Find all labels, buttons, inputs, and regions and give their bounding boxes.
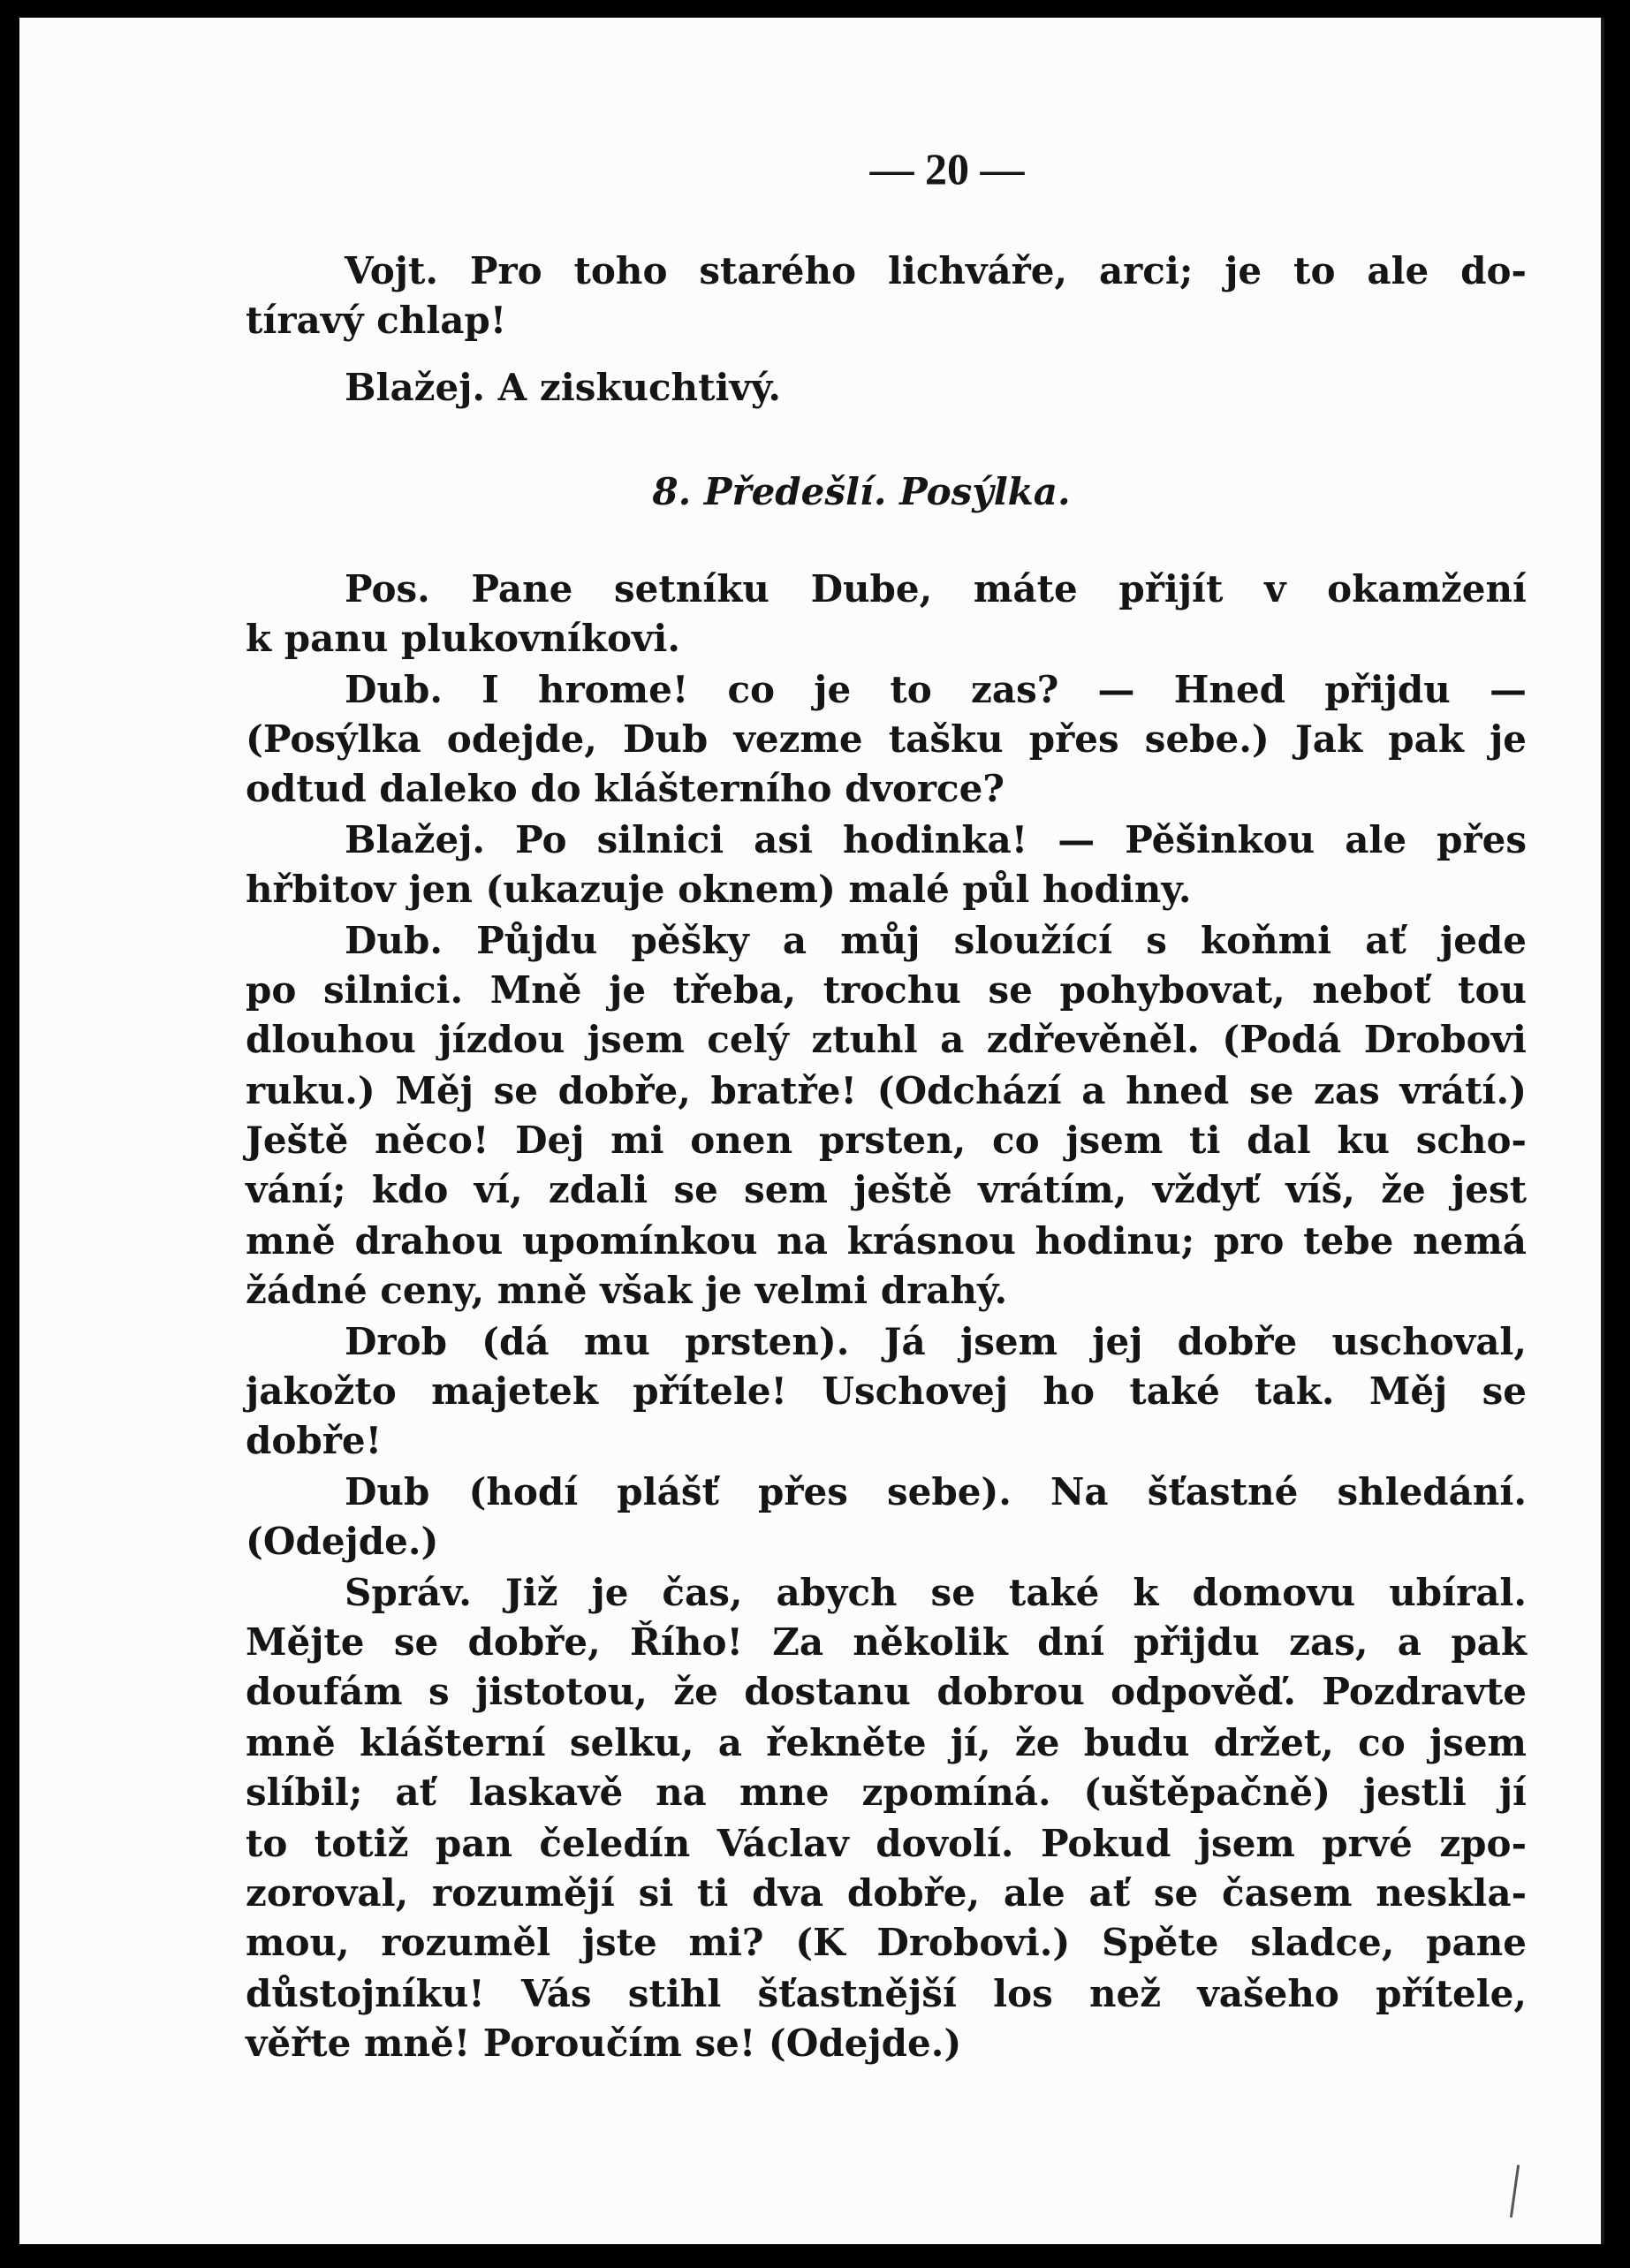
text-line: Pos. Pane setníku Dube, máte přijít v okamžení	[345, 567, 1527, 611]
text-line: důstojníku! Vás stihl šťastnější los než vašeho přítele,	[246, 1972, 1527, 2015]
text-line: hřbitov jen (ukazuje oknem) malé půl hodiny.	[246, 868, 1192, 911]
text-line: mou, rozuměl jste mi? (K Drobovi.) Spěte sladce, pane	[246, 1921, 1527, 1964]
text-line: žádné ceny, mně však je velmi drahý.	[246, 1269, 1008, 1312]
book-page	[19, 18, 1604, 2244]
text-line: Dub. I hrome! co je to zas? — Hned přijdu —	[345, 668, 1527, 711]
text-line: věřte mně! Poroučím se! (Odejde.)	[246, 2021, 962, 2065]
text-line: Drob (dá mu prsten). Já jsem jej dobře uschoval,	[345, 1320, 1527, 1363]
text-line: Dub. Půjdu pěšky a můj sloužící s koňmi ať jede	[345, 919, 1527, 962]
text-line: Blažej. A ziskuchtivý.	[345, 366, 782, 409]
text-line: mně klášterní selku, a řekněte jí, že budu držet, co jsem	[246, 1721, 1527, 1764]
text-line: po silnici. Mně je třeba, trochu se pohybovat, neboť tou	[246, 968, 1527, 1012]
text-line: slíbil; ať laskavě na mne zpomíná. (uštěpačně) jestli jí	[246, 1771, 1527, 1814]
text-line: Správ. Již je čas, abych se také k domovu ubíral.	[345, 1571, 1527, 1614]
text-line: Vojt. Pro toho starého lichváře, arci; je to ale do-	[345, 249, 1527, 292]
text-line: jakožto majetek přítele! Uschovej ho také tak. Měj se	[246, 1369, 1527, 1413]
text-line: ruku.) Měj se dobře, bratře! (Odchází a hned se zas vrátí.)	[246, 1069, 1527, 1112]
pencil-mark	[1510, 2165, 1520, 2218]
text-line: tíravý chlap!	[246, 299, 507, 342]
text-line: Mějte se dobře, Řího! Za několik dní přijdu zas, a pak	[246, 1620, 1527, 1664]
text-line: Ještě něco! Dej mi onen prsten, co jsem ti dal ku scho-	[246, 1119, 1527, 1162]
text-line: (Posýlka odejde, Dub vezme tašku přes sebe.) Jak pak je	[246, 717, 1527, 761]
text-line: k panu plukovníkovi.	[246, 617, 680, 660]
text-line: (Odejde.)	[246, 1520, 439, 1563]
text-line: to totiž pan čeledín Václav dovolí. Pokud jsem prvé zpo-	[246, 1822, 1527, 1865]
text-line: dobře!	[246, 1419, 383, 1462]
text-line: odtud daleko do klášterního dvorce?	[246, 767, 1005, 810]
scene-heading: 8. Předešlí. Posýlka.	[652, 470, 1071, 513]
text-line: doufám s jistotou, že dostanu dobrou odpověď. Pozdravte	[246, 1670, 1527, 1713]
text-line: mně drahou upomínkou na krásnou hodinu; pro tebe nemá	[246, 1219, 1527, 1263]
text-line: zoroval, rozumějí si ti dva dobře, ale ať se časem neskla-	[246, 1871, 1527, 1915]
text-line: vání; kdo ví, zdali se sem ještě vrátím, vždyť víš, že jest	[246, 1168, 1527, 1211]
page-number: — 20 —	[869, 144, 1025, 193]
text-line: Blažej. Po silnici asi hodinka! — Pěšinkou ale přes	[345, 818, 1527, 861]
text-line: dlouhou jízdou jsem celý ztuhl a zdřevěněl. (Podá Drobovi	[246, 1018, 1527, 1061]
text-line: Dub (hodí plášť přes sebe). Na šťastné shledání.	[345, 1470, 1527, 1513]
